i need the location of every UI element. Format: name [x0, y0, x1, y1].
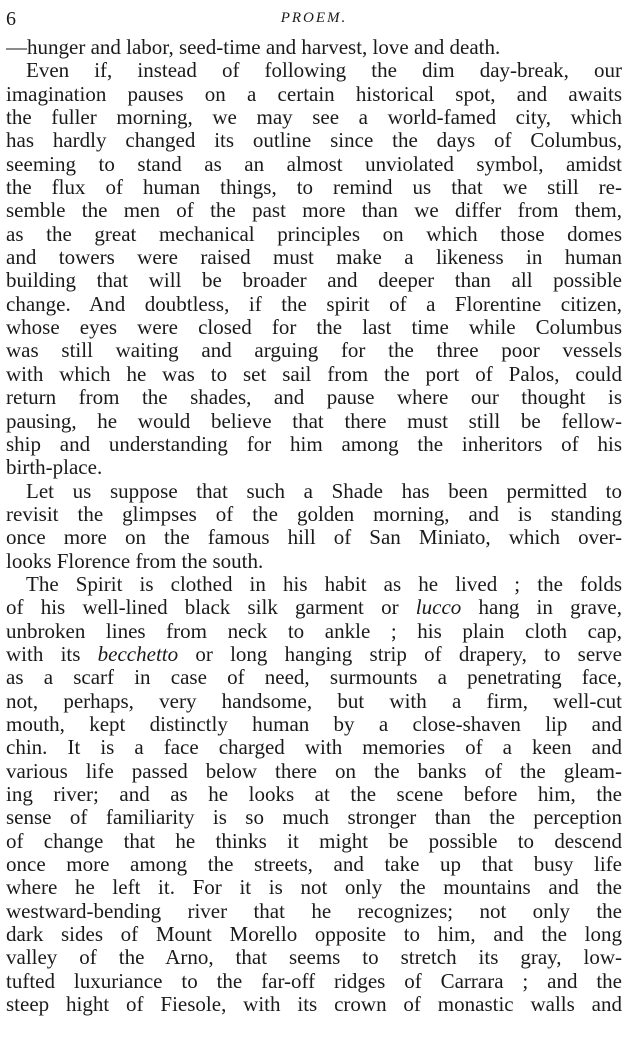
text-line: return from the shades, and pause where our thought is — [6, 386, 622, 410]
text-line: whose eyes were closed for the last time while Columbus — [6, 316, 622, 340]
text-line: various life passed below there on the banks of the gleam- — [6, 759, 622, 783]
text-line: seeming to stand as an almost unviolated symbol, amidst — [6, 152, 622, 176]
text-line: —hunger and labor, seed-time and harvest, love and death. — [6, 36, 501, 59]
text-line: of change that he thinks it might be possible to descend — [6, 829, 622, 853]
page-number: 6 — [6, 8, 16, 30]
text-line: valley of the Arno, that seems to stretch its gray, low- — [6, 946, 622, 970]
text-line: ing river; and as he looks at the scene before him, the — [6, 783, 622, 806]
text-line: as the great mechanical principles on which those domes — [6, 222, 622, 246]
text-line: and towers were raised must make a likeness in human — [6, 246, 622, 270]
text-line: mouth, kept distinctly human by a close-shaven lip and — [6, 712, 622, 736]
text-line: dark sides of Mount Morello opposite to him, and the long — [6, 923, 622, 947]
text-line: unbroken lines from neck to ankle ; his plain cloth cap, — [6, 619, 622, 643]
text-line: looks Florence from the south. — [6, 549, 264, 573]
text-line: sense of familiarity is so much stronger than the perception — [6, 806, 622, 830]
text-line: revisit the glimpses of the golden morning, and is standing — [6, 502, 622, 526]
text-line: ship and understanding for him among the inheritors of his — [6, 432, 622, 456]
text-line: steep hight of Fiesole, with its crown of monastic walls and — [6, 993, 622, 1017]
body-text — [6, 36, 622, 1016]
book-page — [6, 6, 622, 1016]
text-line: westward-bending river that he recognizes; not only the — [6, 899, 622, 923]
text-line: semble the men of the past more than we differ from them, — [6, 199, 622, 223]
text-line: the flux of human things, to remind us that we still re- — [6, 176, 622, 200]
text-line: with which he was to set sail from the port of Palos, could — [6, 362, 622, 386]
text-line — [6, 596, 622, 619]
text-line: imagination pauses on a certain historical spot, and awaits — [6, 82, 622, 106]
text-line: The Spirit is clothed in his habit as he lived ; the folds — [26, 572, 622, 596]
text-line: once more among the streets, and take up that busy life — [6, 853, 622, 877]
italic-term: becchetto — [97, 642, 179, 666]
paragraph — [6, 59, 622, 479]
text-segment: or long hanging strip of drapery, to serve — [178, 642, 622, 666]
paragraph — [6, 573, 622, 1017]
running-head: PROEM. — [280, 10, 348, 26]
text-segment: with its — [6, 642, 98, 666]
page-header — [6, 6, 622, 36]
text-line: has hardly changed its outline since the days of Columbus, — [6, 129, 622, 153]
text-line: birth-place. — [6, 456, 103, 480]
text-line: Let us suppose that such a Shade has been permitted to — [26, 479, 622, 503]
paragraph — [6, 36, 622, 59]
text-line: pausing, he would believe that there must still be fellow- — [6, 409, 622, 433]
text-line: as a scarf in case of need, surmounts a penetrating face, — [6, 666, 622, 690]
text-segment: hang in grave, — [461, 596, 622, 620]
text-segment: of his well-lined black silk garment or — [6, 596, 416, 620]
text-line: where he left it. For it is not only the mountains and the — [6, 876, 622, 900]
text-line: Even if, instead of following the dim day-break, our — [26, 59, 622, 83]
italic-term: lucco — [415, 596, 462, 620]
text-line: change. And doubtless, if the spirit of a Florentine citizen, — [6, 292, 622, 316]
paragraph — [6, 480, 622, 573]
text-line: chin. It is a face charged with memories of a keen and — [6, 736, 622, 760]
text-line: was still waiting and arguing for the three poor vessels — [6, 339, 622, 363]
text-line — [6, 643, 622, 666]
text-line: tufted luxuriance to the far-off ridges of Carrara ; and the — [6, 969, 622, 993]
text-line: not, perhaps, very handsome, but with a firm, well-cut — [6, 689, 622, 713]
text-line: the fuller morning, we may see a world-famed city, which — [6, 106, 622, 130]
text-line: building that will be broader and deeper than all possible — [6, 269, 622, 293]
text-line: once more on the famous hill of San Miniato, which over- — [6, 526, 622, 550]
